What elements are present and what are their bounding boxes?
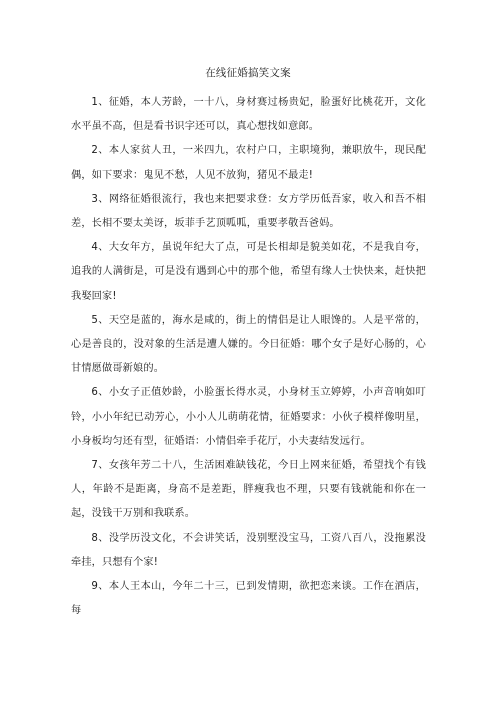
paragraph-5: 5、天空是蓝的，海水是咸的，街上的情侣是让人眼馋的。人是平常的，心是善良的，没对象的生活是遭人嫌的。今日征婚：哪个女子是好心肠的，心甘情愿做哥新娘的。 [71,314,426,375]
paragraph-4: 4、大女年方，虽说年纪大了点，可是长相却是貌美如花，不是我自夸，追我的人满街是，可是没有遇到心中的那个他，希望有缘人士快快来，赶快把我娶回家! [71,242,426,302]
page-title: 在线征婚搞笑文案 [205,67,291,79]
paragraph-2: 2、本人家贫人丑，一米四九，农村户口，主职境狗，兼职放牛，现民配偶，如下要求：鬼见不愁，人见不放狗，猪见不最走! [71,145,426,181]
document-body [71,91,426,623]
paragraph-9: 9、本人王本山，今年二十三，已到发情期，欲把恋来谈。工作在酒店，每 [71,581,426,617]
paragraph-6: 6、小女子正值妙龄，小脸蛋长得水灵，小身材玉立婷婷，小声音响如叮铃，小小年纪已动芳心，小小人儿萌萌花情，征婚要求：小伙子模样像明星，小身板均匀还有型，征婚语：小情侣牵手花厅，小夫妻结发远行。 [71,387,426,447]
paragraph-7: 7、女孩年芳二十八，生活困难缺钱花，今日上网来征婚，希望找个有钱人，年龄不是距离，身高不是差距，胖瘦我也不理，只要有钱就能和你在一起，没钱干万别和我联系。 [71,460,426,520]
paragraph-3: 3、网络征婚很流行，我也来把要求登：女方学历低吾家，收入和吾不相差，长相不要太美讶，坂菲手艺顶呱呱，重要孝敬吾爸妈。 [71,193,426,230]
paragraph-8: 8、没学历没文化，不会讲笑话，没别墅没宝马，工资八百八，没拖累没牵挂，只想有个家! [71,532,426,568]
paragraph-1: 1、征婚，本人芳龄，一十八，身材赛过杨贵妃，脸蛋好比桃花开，文化水平虽不高，但是看书识字还可以，真心想找如意郎。 [71,97,426,133]
